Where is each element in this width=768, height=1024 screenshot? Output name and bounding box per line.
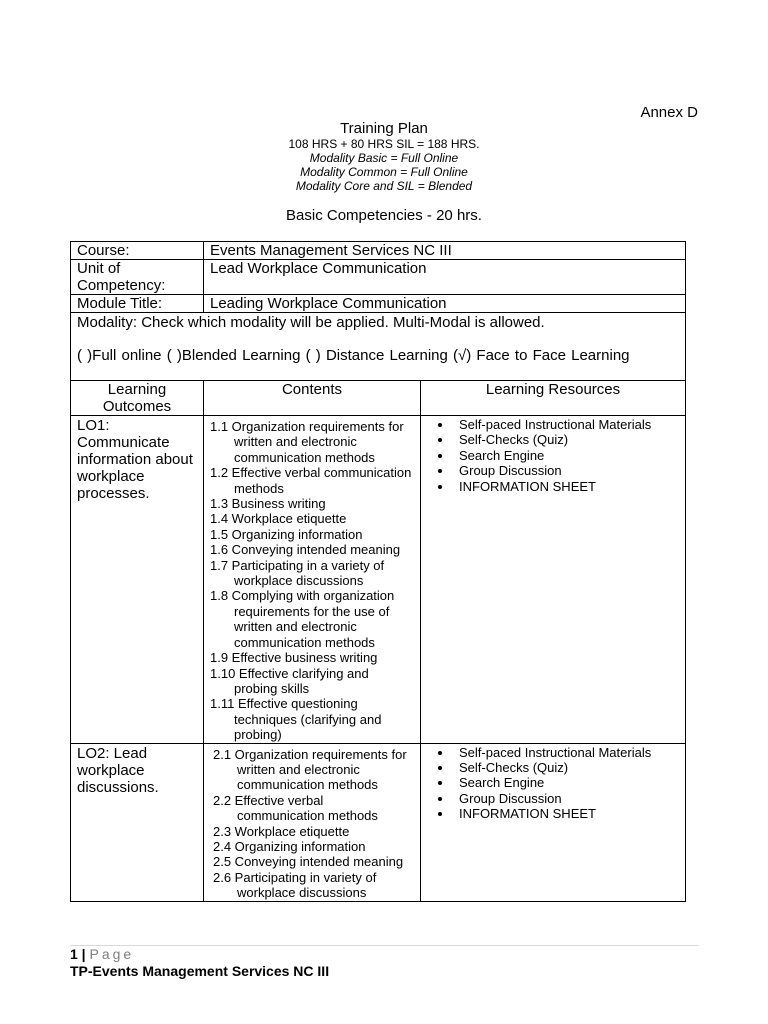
page-word: Page xyxy=(89,946,135,962)
footer-divider xyxy=(70,945,699,946)
list-item: 1.5 Organizing information xyxy=(210,526,363,542)
header-learning-outcomes: Learning Outcomes xyxy=(71,381,204,416)
list-item: • Search Engine xyxy=(453,448,679,463)
resources-list xyxy=(427,416,679,494)
modality-instruction: Modality: Check which modality will be applied. Multi-Modal is allowed. xyxy=(77,314,545,331)
list-item: 1.11 Effective questioning techniques (clarifying and probing) xyxy=(210,696,382,743)
list-item: 1.8 Complying with organization requirements for the use of written and electronic communication methods xyxy=(210,588,395,650)
unit-value: Lead Workplace Communication xyxy=(204,260,686,295)
outcome-text: LO1: Communicate information about workplace processes. xyxy=(77,417,193,502)
table-row-lo1 xyxy=(71,416,686,744)
course-label: Course: xyxy=(71,242,204,260)
outcome-cell xyxy=(71,416,204,744)
list-item: 1.4 Workplace etiquette xyxy=(210,511,347,527)
outcome-cell xyxy=(71,743,204,901)
list-item: 2.1 Organization requirements for written and electronic communication methods xyxy=(213,746,407,793)
contents-list xyxy=(210,416,414,743)
list-item: • Self-paced Instructional Materials xyxy=(453,417,679,432)
training-plan-table xyxy=(70,241,686,902)
contents-cell xyxy=(204,416,421,744)
module-value: Leading Workplace Communication xyxy=(204,295,686,313)
course-value: Events Management Services NC III xyxy=(204,242,686,260)
list-item: 1.2 Effective verbal communication methods xyxy=(210,465,412,496)
resources-list xyxy=(427,744,679,822)
unit-row xyxy=(71,260,686,295)
modality-cell xyxy=(71,313,686,381)
list-item: • INFORMATION SHEET xyxy=(453,806,679,821)
contents-cell xyxy=(204,743,421,901)
list-item: 1.1 Organization requirements for written and electronic communication methods xyxy=(210,419,404,465)
list-item: • Self-Checks (Quiz) xyxy=(453,432,679,447)
list-item: • Search Engine xyxy=(453,775,679,790)
outcome-text: LO2: Lead workplace discussions. xyxy=(77,744,159,796)
document-name: TP-Events Management Services NC III xyxy=(70,963,330,979)
annex-label: Annex D xyxy=(640,104,698,121)
list-item: 2.5 Conveying intended meaning xyxy=(213,854,404,870)
list-item: 1.10 Effective clarifying and probing skills xyxy=(210,665,369,696)
list-item: 2.4 Organizing information xyxy=(213,838,366,854)
list-item: 1.9 Effective business writing xyxy=(210,650,378,666)
modality-common-line: Modality Common = Full Online xyxy=(300,165,468,179)
list-item: 1.6 Conveying intended meaning xyxy=(210,542,401,558)
modality-core-line: Modality Core and SIL = Blended xyxy=(295,179,473,193)
modality-basic-line: Modality Basic = Full Online xyxy=(309,151,459,165)
page-footer xyxy=(70,946,134,962)
header-learning-resources: Learning Resources xyxy=(421,381,686,416)
contents-list xyxy=(210,744,414,901)
section-heading: Basic Competencies - 20 hrs. xyxy=(286,207,482,224)
list-item: 2.6 Participating in variety of workplace discussions xyxy=(213,869,377,901)
resources-cell xyxy=(421,416,686,744)
list-item: • Group Discussion xyxy=(453,791,679,806)
list-item: 2.2 Effective verbal communication methods xyxy=(213,792,378,824)
course-row xyxy=(71,242,686,260)
modality-options: ( )Full online ( )Blended Learning ( ) Distance Learning (√) Face to Face Learning xyxy=(77,347,630,364)
column-header-row xyxy=(71,381,686,416)
list-item: • INFORMATION SHEET xyxy=(453,479,679,494)
list-item: • Group Discussion xyxy=(453,463,679,478)
title-block xyxy=(0,120,768,193)
header-contents: Contents xyxy=(204,381,421,416)
page-number: 1 | xyxy=(70,946,86,962)
list-item: 2.3 Workplace etiquette xyxy=(213,823,350,839)
hours-line: 108 HRS + 80 HRS SIL = 188 HRS. xyxy=(288,137,480,151)
list-item: • Self-paced Instructional Materials xyxy=(453,745,679,760)
page-title: Training Plan xyxy=(340,120,428,137)
resources-cell xyxy=(421,743,686,901)
list-item: 1.3 Business writing xyxy=(210,496,326,512)
unit-label: Unit of Competency: xyxy=(71,260,204,295)
list-item: 1.7 Participating in a variety of workplace discussions xyxy=(210,557,385,589)
module-label: Module Title: xyxy=(71,295,204,313)
list-item: • Self-Checks (Quiz) xyxy=(453,760,679,775)
modality-row xyxy=(71,313,686,381)
table-row-lo2 xyxy=(71,743,686,901)
module-row xyxy=(71,295,686,313)
